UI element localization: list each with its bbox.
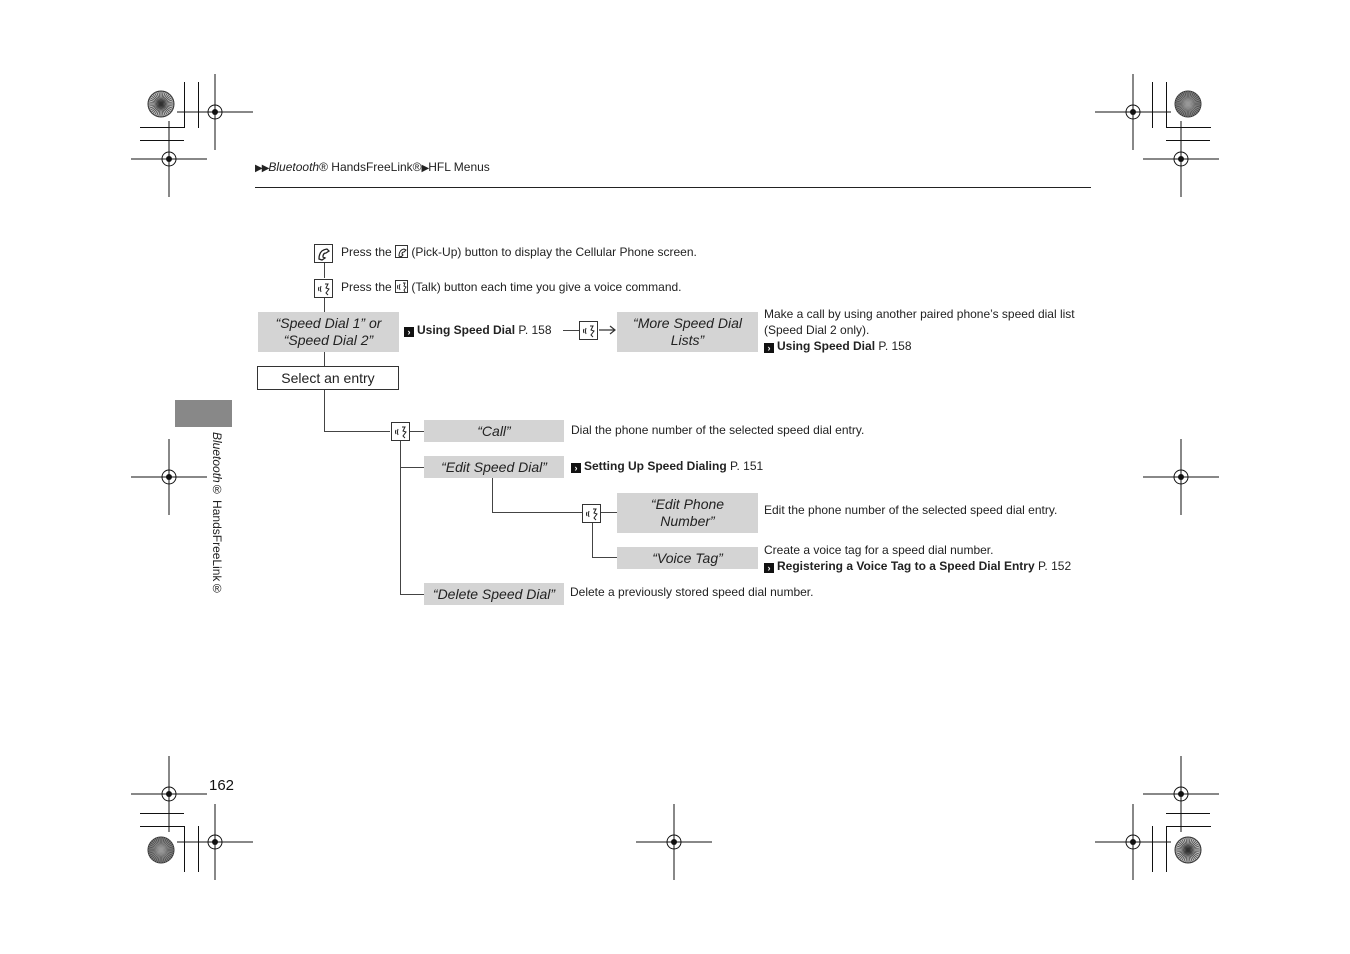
- header-rule: [255, 187, 1091, 188]
- talk-legend-post: (Talk) button each time you give a voice command.: [411, 280, 682, 294]
- more-lists-line1: “More Speed Dial: [633, 315, 742, 331]
- breadcrumb-arrows: ▶▶: [255, 163, 269, 174]
- voice-tag-description: [764, 542, 1071, 574]
- delete-speed-dial-option: “Delete Speed Dial”: [424, 583, 564, 605]
- registration-mark-icon: [177, 804, 253, 880]
- reference-arrow-icon: ›: [404, 327, 414, 337]
- registration-mark-icon: [1143, 121, 1219, 197]
- edit-speed-dial-option: “Edit Speed Dial”: [424, 456, 564, 478]
- registration-mark-icon: [131, 121, 207, 197]
- more-ref: [764, 338, 1075, 354]
- registration-mark-icon: [1095, 804, 1171, 880]
- more-desc-line1: Make a call by using another paired phone’s speed dial list: [764, 307, 1075, 321]
- breadcrumb-hfl-menus: HFL Menus: [428, 160, 490, 174]
- chapter-label-rest: ® HandsFreeLink®: [210, 482, 224, 596]
- color-wheel-icon: [148, 91, 174, 117]
- ref-page: P. 158: [518, 323, 552, 337]
- talk-legend: [341, 279, 682, 295]
- breadcrumb-handsfreelink: ® HandsFreeLink®: [319, 160, 422, 174]
- speed-dial-line2: “Speed Dial 2”: [283, 332, 374, 348]
- voice-tag-option: “Voice Tag”: [617, 547, 758, 569]
- call-description: Dial the phone number of the selected speed dial entry.: [571, 423, 865, 437]
- edit-phone-line2: Number”: [660, 513, 715, 529]
- more-speed-dial-lists-option: [617, 312, 758, 352]
- registration-mark-icon: [1095, 74, 1171, 150]
- reference-arrow-icon: ›: [764, 343, 774, 353]
- talk-icon: [391, 422, 410, 441]
- edit-phone-description: Edit the phone number of the selected speed dial entry.: [764, 503, 1058, 517]
- breadcrumb-arrow: ▶: [421, 163, 429, 174]
- page-number: 162: [209, 777, 235, 794]
- using-speed-dial-ref: [404, 322, 552, 338]
- breadcrumb: [255, 160, 490, 174]
- edit-phone-line1: “Edit Phone: [650, 496, 725, 512]
- speed-dial-option: [258, 312, 399, 352]
- arrow-right-icon: [599, 325, 619, 335]
- talk-icon: [314, 279, 333, 298]
- talk-icon: [579, 321, 598, 340]
- voice-ref: [764, 558, 1071, 574]
- more-lists-description: [764, 306, 1075, 354]
- talk-icon: [582, 504, 601, 523]
- registration-mark-icon: [636, 804, 712, 880]
- voice-ref-title: Registering a Voice Tag to a Speed Dial Entry: [777, 559, 1035, 573]
- pickup-icon: [314, 244, 333, 263]
- chapter-label: [210, 432, 224, 595]
- color-wheel-icon: [148, 837, 174, 863]
- color-wheel-icon: [1175, 837, 1201, 863]
- talk-legend-pre: Press the: [341, 280, 392, 294]
- reference-arrow-icon: ›: [571, 463, 581, 473]
- select-entry-step: Select an entry: [257, 366, 399, 390]
- pickup-legend: [341, 244, 697, 260]
- speed-dial-line1: “Speed Dial 1” or: [275, 315, 382, 331]
- chapter-label-bluetooth: Bluetooth: [210, 432, 224, 483]
- call-option: “Call”: [424, 420, 564, 442]
- breadcrumb-bluetooth: Bluetooth: [268, 160, 320, 174]
- registration-mark-icon: [131, 439, 207, 515]
- color-wheel-icon: [1175, 91, 1201, 117]
- more-ref-title: Using Speed Dial: [777, 339, 876, 353]
- edit-ref-page: P. 151: [730, 459, 764, 473]
- edit-speed-dial-ref: [571, 458, 763, 474]
- pickup-legend-post: (Pick-Up) button to display the Cellular Phone screen.: [411, 245, 697, 259]
- pickup-legend-pre: Press the: [341, 245, 392, 259]
- more-ref-page: P. 158: [878, 339, 912, 353]
- more-lists-line2: Lists”: [670, 332, 705, 348]
- delete-description: Delete a previously stored speed dial number.: [570, 585, 814, 599]
- pickup-icon: [395, 245, 408, 258]
- registration-mark-icon: [1143, 756, 1219, 832]
- edit-phone-number-option: [617, 493, 758, 533]
- voice-ref-page: P. 152: [1037, 559, 1072, 573]
- talk-icon: [395, 280, 408, 293]
- ref-title: Using Speed Dial: [417, 323, 516, 337]
- reference-arrow-icon: ›: [764, 563, 774, 573]
- registration-mark-icon: [1143, 439, 1219, 515]
- registration-mark-icon: [177, 74, 253, 150]
- more-desc-line2: (Speed Dial 2 only).: [764, 323, 870, 337]
- registration-mark-icon: [131, 756, 207, 832]
- edit-ref-title: Setting Up Speed Dialing: [584, 459, 727, 473]
- voice-tag-desc-line: Create a voice tag for a speed dial number.: [764, 543, 994, 557]
- chapter-tab: [175, 400, 232, 427]
